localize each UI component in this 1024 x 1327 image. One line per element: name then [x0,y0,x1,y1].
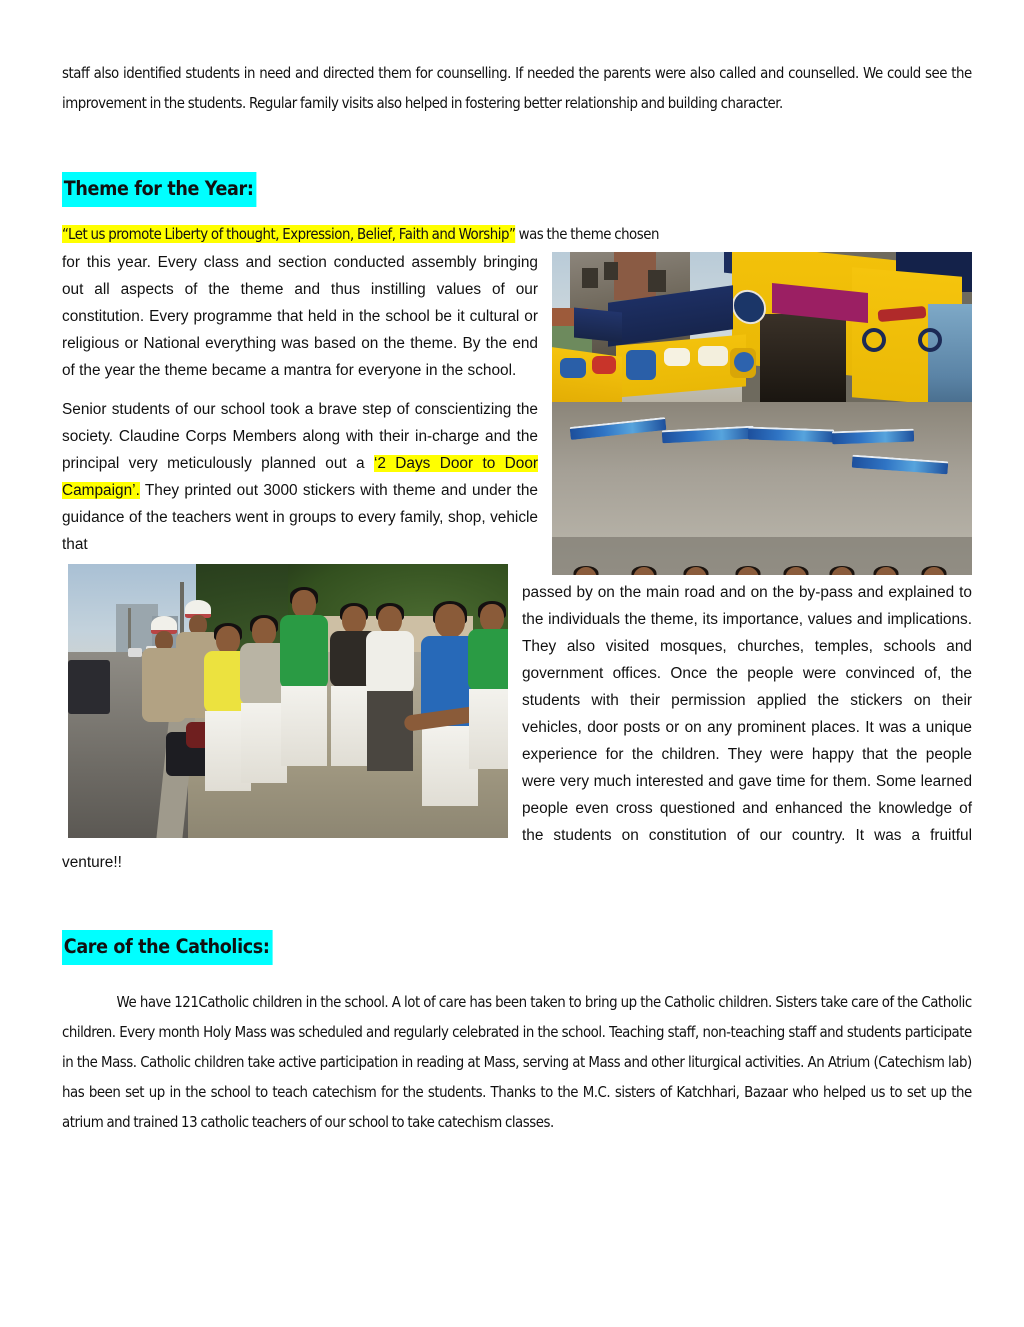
spacer [62,965,972,987]
bike-poster-icon [858,294,950,360]
theme-quote-line [62,219,972,249]
showroom-side-board [574,307,622,342]
theme-paragraph-1: for this year. Every class and section conducted assembly bringing out all aspects of the theme and thus instilling values of our constitution. Every programme that held in the school be it cultural or religious or National everything was based on the theme. By the end of the year the theme became a mantra for everyone in the school. [62,254,538,379]
section-heading-catholics-wrap [62,930,972,965]
theme-paragraph-3: passed by on the main road and on the by-pass and explained to the individuals the theme, its importance, values and implications. They also visited mosques, churches, temples, schools and government offices. Once the people were convinced of, the students with their permission applied the stickers on their vehicles, door posts or on any prominent places. It was a unique experience for the children. They were happy that the people were very much interested and gave time for them. Some learned people even cross questioned and enhanced the knowledge of the students on constitution of our country. It was a fruitful venture!! [62,584,972,871]
theme-quote-tail: was the theme chosen [515,225,659,243]
section-heading-catholics: Care of the Catholics: [62,930,272,965]
photo-showroom [552,252,972,575]
section-heading-theme-wrap [62,172,972,207]
catholics-paragraph: We have 121Catholic children in the school. A lot of care has been taken to bring up the Catholic children. Sisters take care of the Catholic children. Every month Holy Mass was scheduled and regularly celebrated in the school. Teaching staff, non-teaching staff and students participate in the Mass. Catholic children take active participation in reading at Mass, serving at Mass and other liturgical activities. An Atrium (Catechism lab) has been set up in the school to teach catechism for the students. Thanks to the M.C. sisters of Katchhari, Bazaar who helped us to set up the atrium and trained 13 catholic teachers of our school to take catechism classes. [62,993,972,1131]
section-heading-theme: Theme for the Year: [62,172,256,207]
photo-roadside [68,564,508,838]
spacer [62,207,972,219]
spacer [62,118,972,172]
spacer [62,876,972,930]
paragraph-intro: staff also identified students in need and directed them for counselling. If needed the parents were also called and counselled. We could see the improvement in the students. Regular family visits also helped in fostering better relationship and building character. [62,64,972,112]
theme-quote-highlight: “Let us promote Liberty of thought, Expression, Belief, Faith and Worship” [62,225,516,243]
photo-showroom-figure [552,252,972,575]
photo-roadside-figure [68,564,508,838]
theme-para2-lead: Senior students of our school took a brave step of conscientizing the society. Claudine Corps Members along with their in-charge and the principal very meticulously planned out a [62,401,538,472]
theme-para2-tail: They printed out 3000 stickers with theme and under the guidance of the teachers went in groups to every family, shop, vehicle that [62,482,538,553]
campaign-highlight: ‘2 Days Door to Door Campaign’. [62,455,539,499]
